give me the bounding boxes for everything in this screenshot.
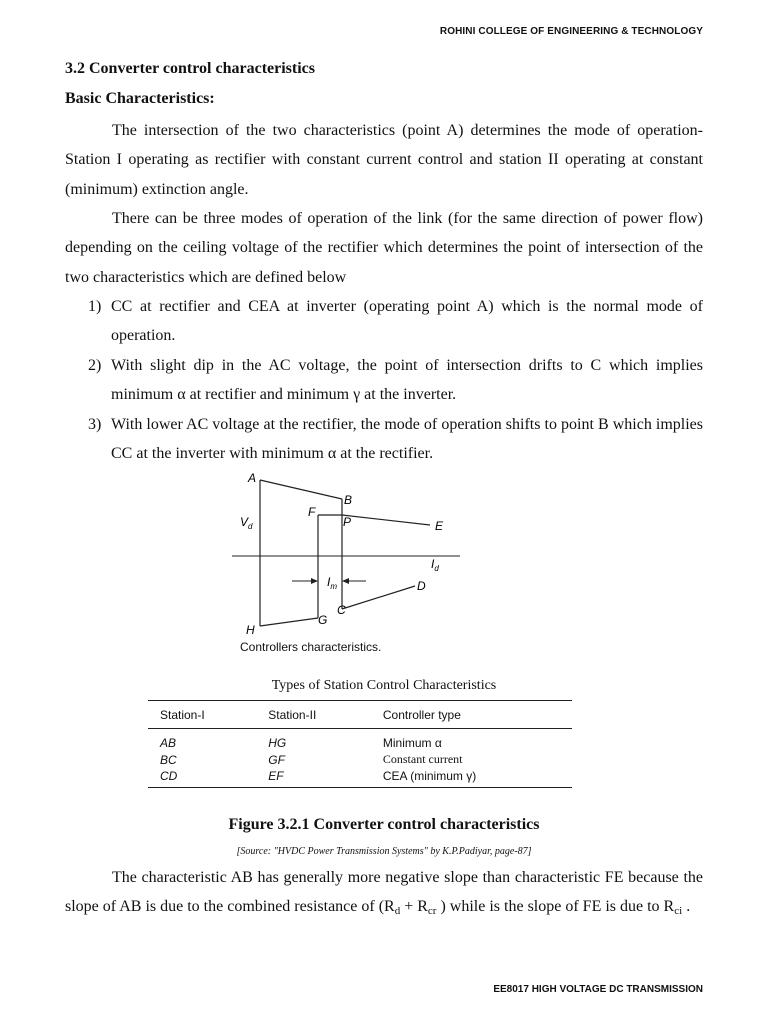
- label-E: E: [435, 519, 444, 533]
- label-C: C: [337, 603, 346, 617]
- figure-source: [Source: "HVDC Power Transmission Systems" by K.P.Padiyar, page-87]: [236, 846, 532, 857]
- id-symbol: I: [431, 557, 435, 571]
- arrowhead-icon: [311, 578, 318, 584]
- closing-text: .: [682, 898, 691, 916]
- subscript: ci: [674, 905, 683, 918]
- list-item-number: 3): [88, 416, 102, 433]
- subscript: d: [394, 905, 401, 918]
- label-Id: [431, 557, 439, 573]
- closing-paragraph: [65, 863, 703, 927]
- table-cell: HG: [268, 736, 287, 750]
- paragraph-1: The intersection of the two characteristics (point A) determines the mode of operation-Station I operating as rectifier with constant current control and station II operating at constant (minimum) extinction angle.: [65, 122, 703, 198]
- label-G: G: [318, 613, 328, 627]
- table-cell: Constant current: [382, 752, 463, 766]
- label-B: B: [344, 493, 353, 507]
- table-row: [148, 768, 572, 788]
- list-item: [88, 292, 703, 351]
- subscript: cr: [427, 905, 437, 918]
- table-cell: AB: [160, 736, 177, 750]
- label-F: F: [308, 505, 316, 519]
- list-item: [88, 351, 703, 410]
- page-header: ROHINI COLLEGE OF ENGINEERING & TECHNOLOGY: [439, 26, 703, 37]
- column-header: Station-II: [256, 701, 371, 729]
- table-cell: CEA (minimum γ): [371, 768, 572, 788]
- line-AB: [260, 480, 342, 499]
- label-H: H: [246, 623, 255, 637]
- label-Im: [327, 575, 337, 591]
- label-P: P: [343, 515, 352, 529]
- controller-characteristics-diagram: [230, 468, 470, 638]
- im-subscript: m: [330, 582, 338, 591]
- closing-text: The characteristic AB has generally more negative slope than characteristic FE because the slope of AB is due to the combined resistance of (R: [65, 869, 703, 916]
- label-D: D: [417, 579, 426, 593]
- im-symbol: I: [327, 575, 331, 589]
- closing-text: ) while is the slope of FE is due to R: [436, 898, 675, 916]
- column-header: Station-I: [148, 701, 256, 729]
- line-PE: [342, 515, 430, 525]
- table-row: [148, 751, 572, 768]
- list-item: [88, 410, 703, 469]
- table-cell: CD: [148, 768, 256, 788]
- table-row: [148, 729, 572, 752]
- label-A: A: [248, 471, 257, 485]
- diagram-caption: Controllers characteristics.: [240, 640, 382, 654]
- arrowhead-icon: [342, 578, 349, 584]
- vd-subscript: d: [248, 522, 253, 531]
- closing-text: + R: [400, 898, 428, 916]
- id-subscript: d: [434, 564, 439, 573]
- line-HG: [260, 618, 318, 626]
- paragraph-2: There can be three modes of operation of the link (for the same direction of power flow) depending on the ceiling voltage of the rectifier which determines the point of intersection of the two characteristics which are defined below: [65, 210, 703, 286]
- table-cell: EF: [256, 768, 371, 788]
- list-item-text: CC at rectifier and CEA at inverter (operating point A) which is the normal mode of operation.: [111, 298, 703, 345]
- table-header-row: [148, 701, 572, 729]
- label-Vd: [240, 515, 253, 531]
- line-CD: [342, 586, 415, 609]
- subsection-title: Basic Characteristics:: [65, 90, 215, 107]
- table-cell: Minimum α: [382, 736, 442, 750]
- vd-symbol: V: [240, 515, 249, 529]
- table-cell: GF: [268, 752, 285, 767]
- list-item-text: With lower AC voltage at the rectifier, the mode of operation shifts to point B which implies CC at the inverter with minimum α at the rectifier.: [111, 416, 703, 463]
- list-item-text: With slight dip in the AC voltage, the point of intersection drifts to C which implies minimum α at rectifier and minimum γ at the inverter.: [111, 357, 703, 404]
- figure-title: Figure 3.2.1 Converter control characteristics: [228, 816, 540, 833]
- control-characteristics-table: [148, 700, 572, 788]
- column-header: Controller type: [371, 701, 572, 729]
- table-cell: BC: [160, 752, 177, 767]
- page-footer: EE8017 HIGH VOLTAGE DC TRANSMISSION: [493, 984, 703, 995]
- section-title: 3.2 Converter control characteristics: [65, 60, 315, 77]
- list-item-number: 1): [88, 298, 102, 315]
- table-title: Types of Station Control Characteristics: [271, 678, 497, 693]
- list-item-number: 2): [88, 357, 102, 374]
